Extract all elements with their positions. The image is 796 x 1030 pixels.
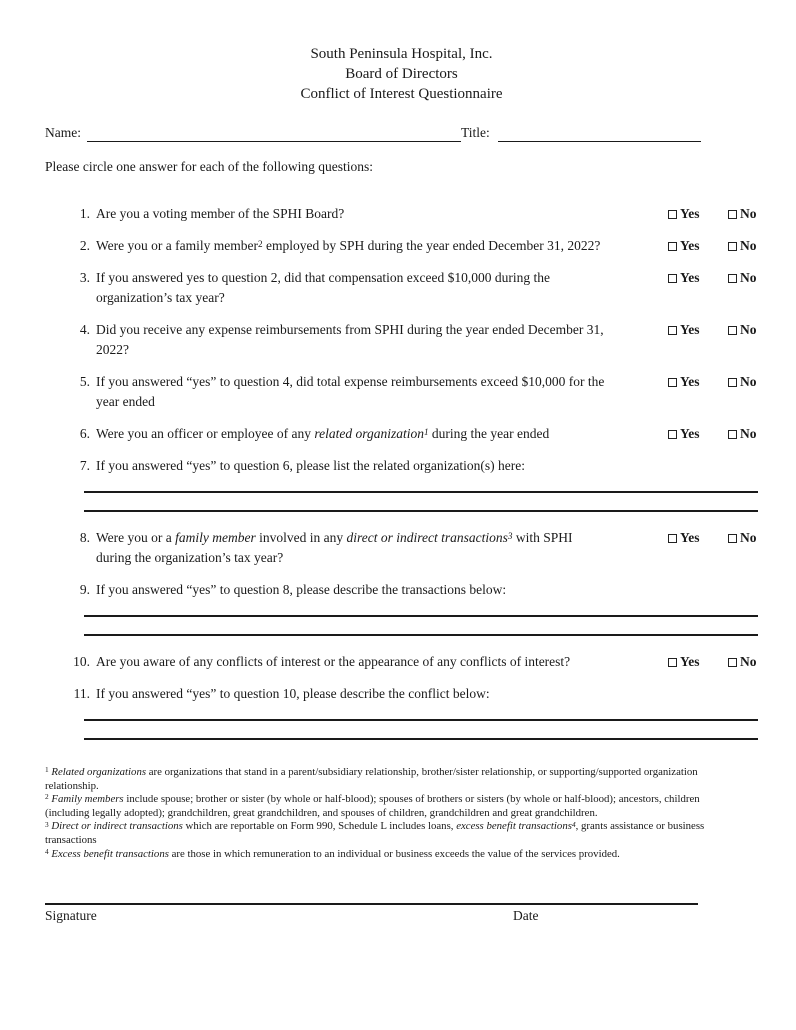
yes-option-q6[interactable] xyxy=(668,424,700,444)
no-label: No xyxy=(740,654,757,669)
yes-option-q4[interactable] xyxy=(668,320,700,340)
checkbox-icon xyxy=(728,242,737,251)
yes-label: Yes xyxy=(680,426,700,441)
checkbox-icon xyxy=(728,534,737,543)
checkbox-icon xyxy=(668,242,677,251)
yes-label: Yes xyxy=(680,530,700,545)
no-option-q10[interactable] xyxy=(728,652,757,672)
question-number: 4. xyxy=(79,322,90,337)
board-subtitle: Board of Directors xyxy=(345,66,458,82)
question-row-10 xyxy=(45,652,758,672)
question-number: 7. xyxy=(79,458,90,473)
checkbox-icon xyxy=(668,534,677,543)
question-number: 10. xyxy=(73,654,90,669)
question-row-7 xyxy=(45,456,758,476)
question-row-9 xyxy=(45,580,758,600)
footnote-3: $^3$ Direct or indirect transactions which are reportable on Form 990, Schedule L includes loans, excess benefit transactions$^4$, grants assistance or business transactions xyxy=(45,819,705,846)
no-label: No xyxy=(740,322,757,337)
question-text: If you answered “yes” to question 4, did total expense reimbursements exceed $10,000 for the year ended xyxy=(96,374,605,409)
question-row-6 xyxy=(45,424,758,444)
answer-line-q11-1[interactable] xyxy=(84,704,758,721)
question-row-4 xyxy=(45,320,758,360)
question-row-3 xyxy=(45,268,758,308)
checkbox-icon xyxy=(728,658,737,667)
yes-label: Yes xyxy=(680,238,700,253)
question-text: If you answered “yes” to question 8, please describe the transactions below: xyxy=(96,582,507,597)
no-option-q1[interactable] xyxy=(728,204,757,224)
checkbox-icon xyxy=(668,326,677,335)
yes-option-q3[interactable] xyxy=(668,268,700,288)
footnote-2: $^2$ Family members include spouse; brother or sister (by whole or half-blood); spouses of brothers or sisters (by whole or half-blood); ancestors, children (including legally adopted); grandchildren, great grandchildren, and spouses of children, grandchildren and great grandchildren. xyxy=(45,792,700,819)
signature-labels xyxy=(45,907,698,925)
question-text: Were you an officer or employee of any related organization$^1$ during the year ended xyxy=(96,426,550,441)
signature-date-line[interactable] xyxy=(45,903,698,905)
question-row-11 xyxy=(45,684,758,704)
question-number: 8. xyxy=(79,530,90,545)
question-text: Are you a voting member of the SPHI Board? xyxy=(96,206,345,221)
question-text: Were you or a family member$^2$ employed by SPH during the year ended December 31, 2022? xyxy=(96,238,601,253)
instruction-text: Please circle one answer for each of the following questions: xyxy=(45,159,374,174)
question-text: Were you or a family member involved in any direct or indirect transactions$^3$ with SPHI during the organization’s tax year? xyxy=(96,530,573,565)
checkbox-icon xyxy=(668,274,677,283)
no-label: No xyxy=(740,426,757,441)
yes-label: Yes xyxy=(680,206,700,221)
question-row-8 xyxy=(45,528,758,568)
question-row-1 xyxy=(45,204,758,224)
title-input-line[interactable] xyxy=(498,126,701,142)
footnote-4: $^4$ Excess benefit transactions are those in which remuneration to an individual or business exceeds the value of the services provided. xyxy=(45,846,620,860)
yes-option-q8[interactable] xyxy=(668,528,700,548)
checkbox-icon xyxy=(668,430,677,439)
question-text: Did you receive any expense reimbursements from SPHI during the year ended December 31, 2022? xyxy=(96,322,604,357)
question-number: 11. xyxy=(73,686,90,701)
question-number: 1. xyxy=(79,206,90,221)
signature-label: Signature xyxy=(45,908,97,924)
checkbox-icon xyxy=(728,210,737,219)
no-option-q3[interactable] xyxy=(728,268,757,288)
yes-label: Yes xyxy=(680,270,700,285)
no-option-q5[interactable] xyxy=(728,372,757,392)
yes-label: Yes xyxy=(680,374,700,389)
answer-line-q7-1[interactable] xyxy=(84,476,758,493)
answer-line-q9-1[interactable] xyxy=(84,600,758,617)
name-title-row xyxy=(45,124,701,142)
question-row-2 xyxy=(45,236,758,256)
yes-option-q1[interactable] xyxy=(668,204,700,224)
no-option-q6[interactable] xyxy=(728,424,757,444)
yes-option-q5[interactable] xyxy=(668,372,700,392)
checkbox-icon xyxy=(728,430,737,439)
date-label: Date xyxy=(513,908,539,924)
question-number: 9. xyxy=(79,582,90,597)
question-number: 2. xyxy=(79,238,90,253)
no-label: No xyxy=(740,530,757,545)
no-option-q8[interactable] xyxy=(728,528,757,548)
checkbox-icon xyxy=(728,378,737,387)
answer-line-q9-2[interactable] xyxy=(84,617,758,636)
name-label: Name: xyxy=(45,125,81,140)
no-label: No xyxy=(740,238,757,253)
signature-block xyxy=(45,903,698,925)
checkbox-icon xyxy=(668,658,677,667)
checkbox-icon xyxy=(728,274,737,283)
title-label: Title: xyxy=(461,125,490,140)
yes-option-q2[interactable] xyxy=(668,236,700,256)
no-label: No xyxy=(740,374,757,389)
name-input-line[interactable] xyxy=(87,126,461,142)
answer-line-q7-2[interactable] xyxy=(84,493,758,512)
checkbox-icon xyxy=(668,210,677,219)
question-number: 6. xyxy=(79,426,90,441)
question-number: 5. xyxy=(79,374,90,389)
answer-line-q11-2[interactable] xyxy=(84,721,758,740)
checkbox-icon xyxy=(668,378,677,387)
question-row-5 xyxy=(45,372,758,412)
yes-option-q10[interactable] xyxy=(668,652,700,672)
no-option-q2[interactable] xyxy=(728,236,757,256)
yes-label: Yes xyxy=(680,322,700,337)
questions-list xyxy=(45,204,758,740)
question-number: 3. xyxy=(79,270,90,285)
checkbox-icon xyxy=(728,326,737,335)
question-text: If you answered “yes” to question 10, please describe the conflict below: xyxy=(96,686,490,701)
yes-label: Yes xyxy=(680,654,700,669)
document-header xyxy=(45,44,758,104)
no-label: No xyxy=(740,206,757,221)
document-title: Conflict of Interest Questionnaire xyxy=(300,86,503,102)
no-label: No xyxy=(740,270,757,285)
question-text: If you answered “yes” to question 6, please list the related organization(s) here: xyxy=(96,458,525,473)
question-text: Are you aware of any conflicts of interest or the appearance of any conflicts of interest? xyxy=(96,654,571,669)
org-name: South Peninsula Hospital, Inc. xyxy=(310,46,493,62)
question-text: If you answered yes to question 2, did that compensation exceed $10,000 during the organization’s tax year? xyxy=(96,270,551,305)
footnote-1: $^1$ Related organizations are organizations that stand in a parent/subsidiary relationship, brother/sister relationship, or supporting/supported organization relationship. xyxy=(45,765,698,792)
footnotes xyxy=(45,766,758,861)
no-option-q4[interactable] xyxy=(728,320,757,340)
